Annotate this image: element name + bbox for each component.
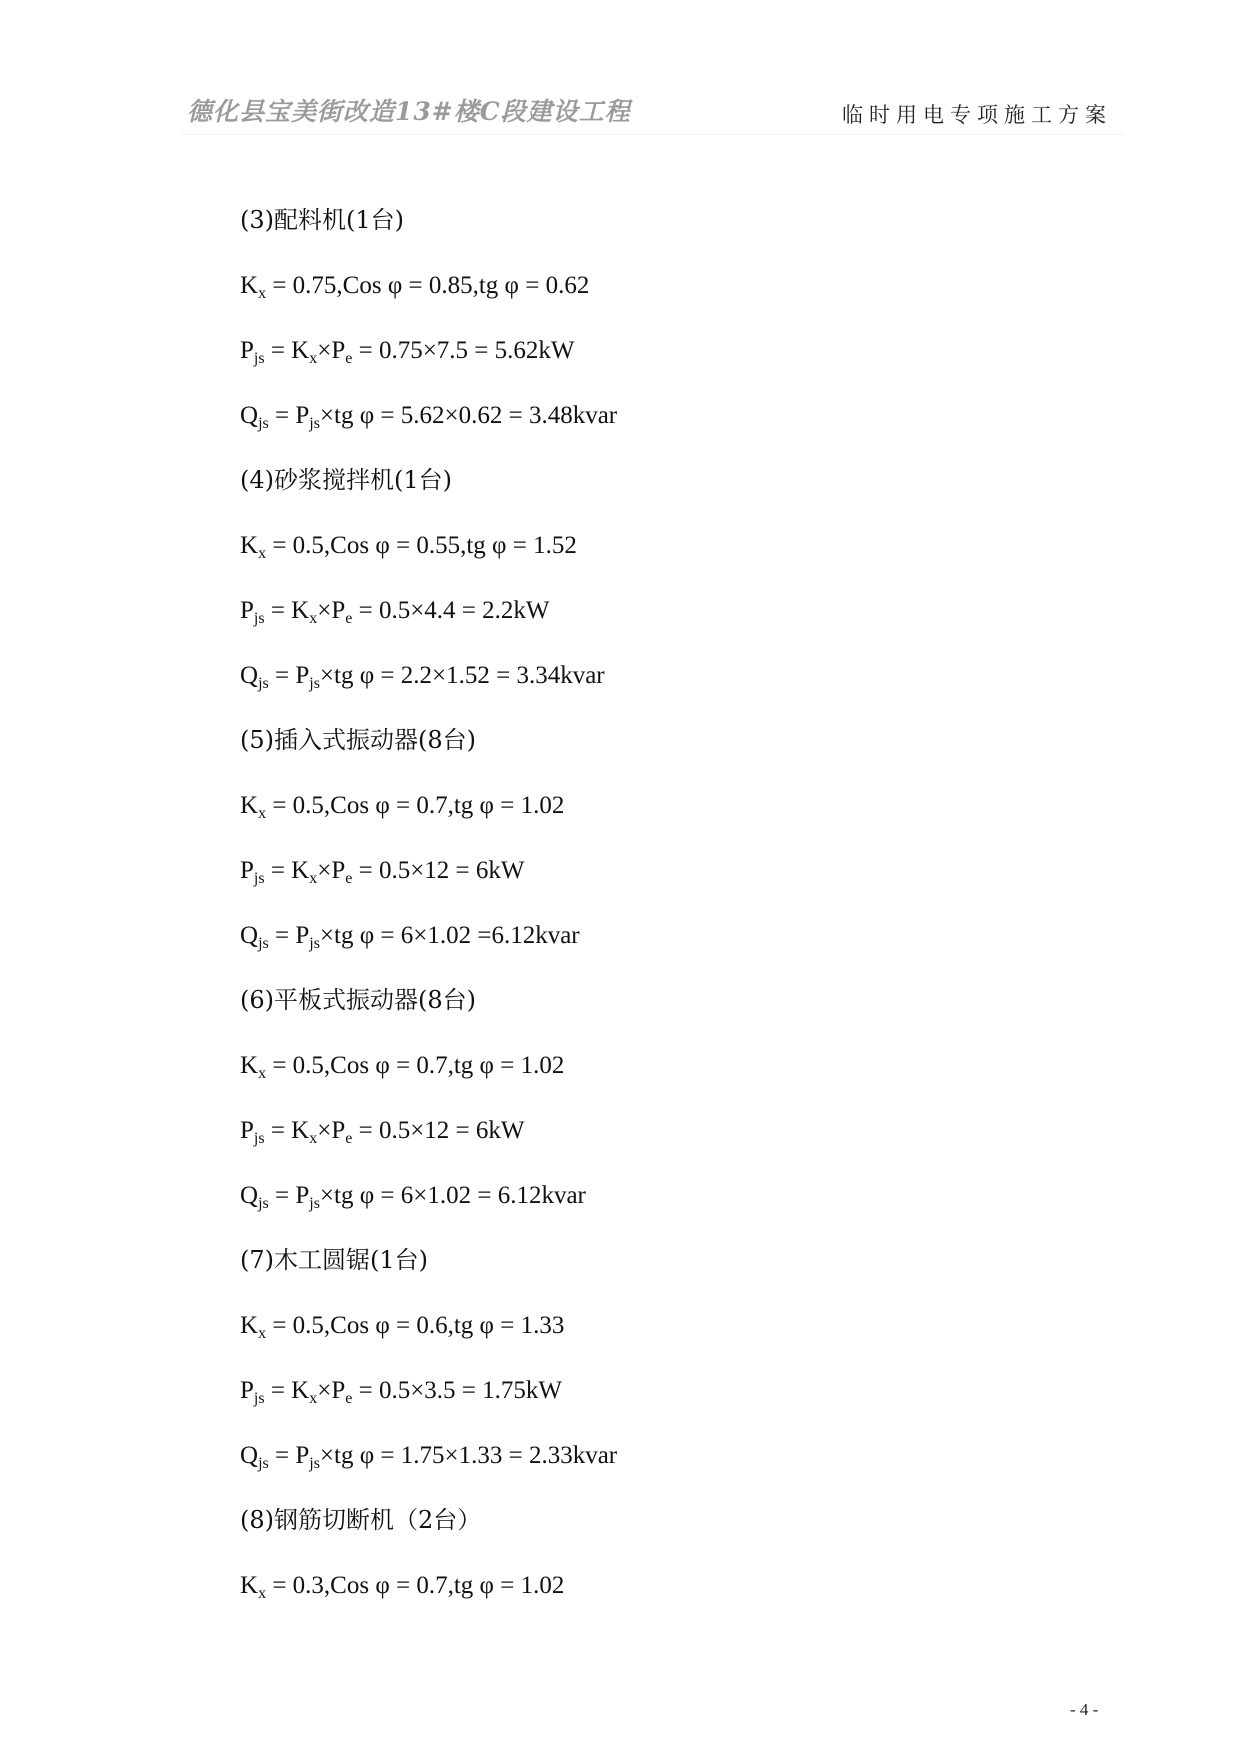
pjs-formula: $P_{js} = K_x\times P_e = 0.75\times 7.5 = 5.62kW$ — [240, 337, 575, 367]
kx-formula: $K_x = 0.3,Cos$ φ = 0.7,tg φ = 1.02 — [240, 1572, 565, 1602]
kx-formula: $K_x = 0.5,Cos$ φ = 0.6,tg φ = 1.33 — [240, 1312, 565, 1342]
header-project-title: 德化县宝美街改造13#楼C段建设工程 — [187, 97, 631, 126]
section-title: (7)木工圆锯(1台) — [240, 1246, 428, 1274]
kx-formula: $K_x = 0.75,Cos$ φ = 0.85,tg φ = 0.62 — [240, 272, 590, 302]
section-title: (6)平板式振动器(8台) — [240, 986, 476, 1014]
document-body — [240, 188, 1100, 1618]
header-divider — [181, 134, 1124, 135]
pjs-formula: $P_{js} = K_x\times P_e = 0.5\times 12 = 6kW$ — [240, 857, 525, 887]
section-title: (3)配料机(1台) — [240, 206, 404, 234]
page-number: - 4 - — [1070, 1700, 1099, 1719]
qjs-formula: $Q_{js} = P_{js}\times tg$ φ = 6×1.02 = 6.12kvar — [240, 1182, 586, 1212]
header-document-title: 临时用电专项施工方案 — [842, 103, 1112, 127]
qjs-formula: $Q_{js} = P_{js}\times tg$ φ = 2.2×1.52 = 3.34kvar — [240, 662, 605, 692]
section-title: (4)砂浆搅拌机(1台) — [240, 466, 452, 494]
pjs-formula: $P_{js} = K_x\times P_e = 0.5\times 4.4 = 2.2kW$ — [240, 597, 550, 627]
section-title: (5)插入式振动器(8台) — [240, 726, 476, 754]
qjs-formula: $Q_{js} = P_{js}\times tg$ φ = 1.75×1.33 = 2.33kvar — [240, 1442, 618, 1472]
section-title: (8)钢筋切断机（2台） — [240, 1506, 482, 1534]
qjs-formula: $Q_{js} = P_{js}\times tg$ φ = 5.62×0.62 = 3.48kvar — [240, 402, 618, 432]
kx-formula: $K_x = 0.5,Cos$ φ = 0.7,tg φ = 1.02 — [240, 792, 565, 822]
pjs-formula: $P_{js} = K_x\times P_e = 0.5\times 12 = 6kW$ — [240, 1117, 525, 1147]
kx-formula: $K_x = 0.5,Cos$ φ = 0.55,tg φ = 1.52 — [240, 532, 577, 562]
pjs-formula: $P_{js} = K_x\times P_e = 0.5\times 3.5 = 1.75kW$ — [240, 1377, 563, 1407]
qjs-formula: $Q_{js} = P_{js}\times tg$ φ = 6×1.02 =6.12kvar — [240, 922, 580, 952]
kx-formula: $K_x = 0.5,Cos$ φ = 0.7,tg φ = 1.02 — [240, 1052, 565, 1082]
